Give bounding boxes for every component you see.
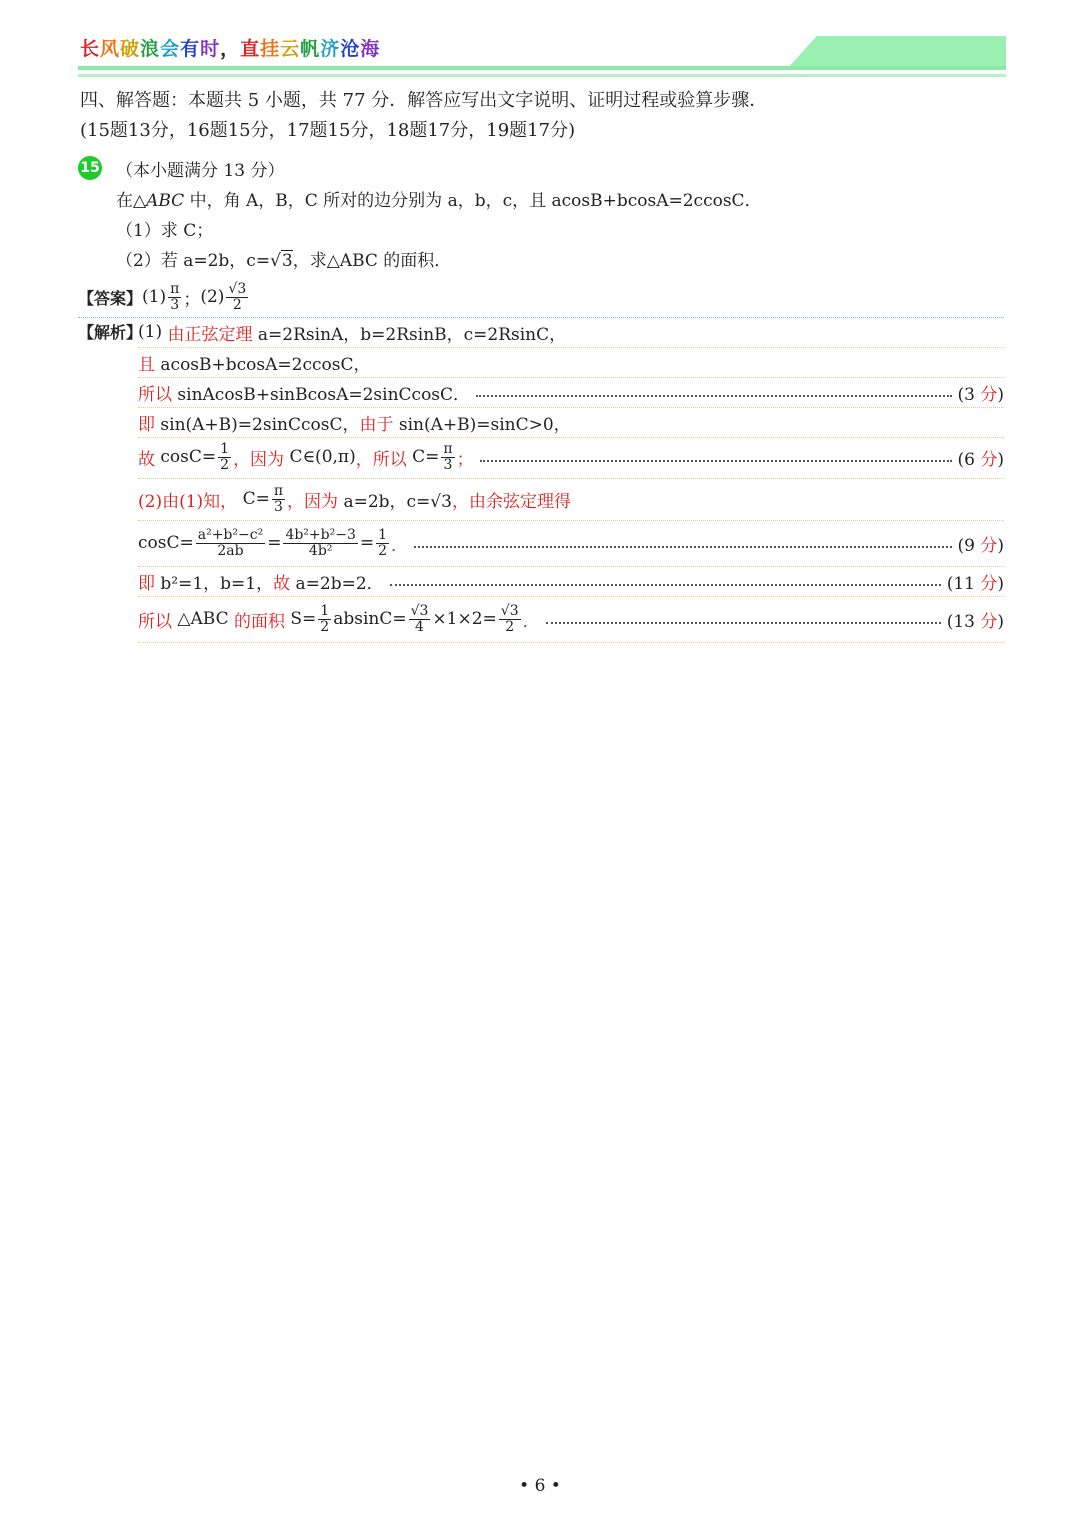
- fraction-denominator: 2ab: [217, 542, 244, 559]
- page-number: • 6 •: [519, 1476, 561, 1496]
- solution-line-2: [138, 347, 1004, 377]
- solution-text-red: ，因为: [233, 449, 285, 470]
- score-value: (3: [957, 384, 975, 405]
- score-leader-dots: [480, 460, 952, 462]
- solution-text-red: 所以: [138, 384, 172, 405]
- fraction-numerator: √3: [410, 602, 429, 619]
- fraction: [272, 484, 285, 515]
- header-tab-decoration: [786, 36, 1006, 70]
- solution-part1-label: (1): [138, 322, 163, 342]
- solution-formula: a=2b=2．: [295, 573, 384, 594]
- score-marker: [958, 531, 1005, 556]
- slogan-char: 沧: [340, 38, 361, 60]
- solution-line-4: [138, 407, 1004, 437]
- fraction-numerator: π: [443, 440, 453, 457]
- score-marker: [947, 607, 1004, 632]
- score-leader-dots: [476, 395, 951, 397]
- part2-text-rest: ，求△ABC 的面积．: [292, 251, 452, 271]
- solution-line-5: [138, 437, 1004, 477]
- fraction-numerator: 1: [378, 526, 388, 543]
- section-scores: (15题13分，16题15分，17题15分，18题17分，19题17分): [80, 120, 576, 141]
- fraction: [196, 528, 265, 559]
- slogan-char: 帆: [300, 38, 321, 60]
- question-part1: （1）求 C；: [116, 221, 214, 241]
- score-leader-dots: [414, 546, 951, 548]
- fraction: [218, 442, 231, 473]
- fraction: [499, 604, 521, 635]
- answer-part2-fraction: [226, 282, 248, 313]
- question-stem: [116, 186, 762, 211]
- stem-triangle: ABC: [146, 191, 185, 211]
- answer-label: 【答案】: [78, 288, 143, 308]
- solution-text-red: 故: [138, 449, 155, 470]
- solution-label: 【解析】: [78, 323, 143, 342]
- fraction-denominator: 3: [443, 456, 453, 473]
- score-close: ): [997, 611, 1004, 632]
- answer-part2-label: (2): [200, 287, 225, 307]
- header-rule-light: [78, 74, 1006, 77]
- solution-line-8: [138, 566, 1004, 596]
- solution-formula: sinAcosB+sinBcosA=2sinCcosC．: [177, 384, 471, 405]
- score-value: (9: [957, 535, 975, 556]
- solution-formula: sin(A+B)=2sinCcosC，: [160, 414, 360, 435]
- solution-text-red: 由于: [359, 414, 394, 435]
- fraction-denominator: 2: [232, 296, 242, 313]
- fraction-denominator: 4b²: [308, 542, 333, 559]
- stem-text-rest: 中，角 A，B，C 所对的边分别为 a，b，c，且 acosB+bcosA=2ccosC．: [184, 191, 762, 211]
- score-marker: [958, 445, 1005, 470]
- slogan-char: 海: [360, 38, 381, 60]
- solution-line-6: [138, 479, 1004, 519]
- fraction-denominator: 2: [320, 618, 330, 635]
- fraction-numerator: √3: [228, 280, 247, 297]
- part2-sqrt-value: 3: [281, 251, 293, 271]
- solution-formula: C=: [242, 489, 270, 509]
- solution-formula: cosC=: [138, 533, 194, 553]
- header-slogan: [80, 34, 380, 61]
- solution-formula: cosC=: [160, 447, 217, 467]
- line-divider: [138, 642, 1004, 643]
- equals-sign: =: [359, 533, 375, 553]
- fraction: [376, 528, 389, 559]
- solution-line-7: [138, 522, 1004, 564]
- question-full-marks: （本小题满分 13 分）: [116, 161, 285, 181]
- solution-formula: C=: [412, 447, 440, 467]
- fraction-denominator: 2: [220, 456, 230, 473]
- fraction: [441, 442, 454, 473]
- fraction-denominator: 4: [415, 618, 424, 635]
- solution-line-1: [138, 317, 1004, 347]
- question-part2: （2）若 a=2b，c=√3，求△ABC 的面积．: [116, 251, 452, 271]
- score-unit: 分: [980, 535, 998, 556]
- answer-part1-fraction: [168, 282, 181, 313]
- solution-text-red: (2)由(1)知，: [138, 491, 238, 512]
- answer-line: [78, 280, 250, 314]
- score-marker: [947, 569, 1004, 594]
- solution-text-red: 故: [273, 573, 291, 594]
- solution-text-red: ．: [522, 611, 540, 632]
- solution-formula: acosB+bcosA=2ccosC，: [160, 354, 371, 375]
- solution-formula: b²=1，b=1，: [160, 573, 274, 594]
- section-title: 四、解答题：本题共 5 小题，共 77 分．解答应写出文字说明、证明过程或验算步骤．: [80, 90, 768, 111]
- score-close: ): [997, 449, 1004, 470]
- solution-formula: C∈(0,π): [289, 447, 356, 467]
- solution-text-red: 即: [138, 573, 155, 594]
- slogan-char: 云: [280, 38, 301, 60]
- fraction-numerator: a²+b²−c²: [197, 526, 264, 543]
- solution-formula: △ABC: [177, 609, 229, 629]
- fraction: [409, 604, 431, 635]
- solution-line-9: [138, 598, 1004, 640]
- score-marker: [958, 380, 1005, 405]
- solution-line-3: [138, 377, 1004, 407]
- fraction-numerator: 4b²+b²−3: [285, 526, 356, 543]
- score-unit: 分: [980, 384, 998, 405]
- score-unit: 分: [980, 611, 998, 632]
- solution-formula: a=2RsinA，b=2RsinB，c=2RsinC，: [257, 324, 567, 345]
- header-rule: [78, 66, 1006, 70]
- question-number-badge: 15: [78, 156, 102, 180]
- solution-text-red: ，所以: [355, 449, 407, 470]
- fraction-denominator: 2: [505, 618, 515, 635]
- solution-text-red: ．: [391, 535, 409, 556]
- fraction-denominator: 3: [273, 498, 283, 515]
- solution-formula: a=2b，c=√3: [343, 491, 452, 512]
- slogan-char: 直: [240, 38, 261, 60]
- solution-text-red: ，因为: [287, 491, 339, 512]
- slogan-char: 会: [160, 38, 181, 60]
- solution-text-red: ，由余弦定理得: [451, 491, 571, 512]
- stem-text: 在△: [116, 191, 147, 211]
- solution-text-red: 由正弦定理: [167, 324, 253, 345]
- slogan-char: 时: [200, 38, 221, 60]
- solution-formula: sin(A+B)=sinC>0，: [398, 414, 571, 435]
- score-unit: 分: [980, 573, 998, 594]
- line-divider: [138, 596, 1004, 597]
- score-close: ): [997, 573, 1004, 594]
- fraction-denominator: 3: [170, 296, 180, 313]
- fraction-numerator: 1: [320, 602, 330, 619]
- fraction: [318, 604, 331, 635]
- score-close: ): [997, 535, 1004, 556]
- solution-text-red: 的面积: [233, 611, 285, 632]
- solution-formula: S=: [290, 609, 317, 629]
- slogan-char: ，: [220, 38, 241, 60]
- score-value: (6: [957, 449, 975, 470]
- slogan-char: 浪: [140, 38, 161, 60]
- fraction-numerator: π: [170, 280, 180, 297]
- fraction-numerator: √3: [500, 602, 519, 619]
- score-leader-dots: [546, 622, 941, 624]
- solution-formula: absinC=: [333, 609, 407, 629]
- fraction-denominator: 2: [378, 542, 388, 559]
- score-leader-dots: [390, 584, 941, 586]
- solution-formula: ×1×2=: [432, 609, 497, 629]
- solution-text-red: 即: [138, 414, 155, 435]
- solution-text-red: 所以: [138, 611, 172, 632]
- score-value: (13: [946, 611, 975, 632]
- line-divider: [138, 520, 1004, 521]
- solution-text-red: ；: [456, 449, 474, 470]
- slogan-char: 破: [120, 38, 141, 60]
- score-value: (11: [946, 573, 975, 594]
- solution-text-red: 且: [138, 354, 155, 375]
- score-unit: 分: [980, 449, 998, 470]
- answer-separator: ；: [183, 289, 201, 310]
- slogan-char: 挂: [260, 38, 281, 60]
- slogan-char: 济: [320, 38, 341, 60]
- part2-text: （2）若 a=2b，c=: [116, 251, 271, 271]
- fraction-numerator: π: [273, 482, 284, 499]
- slogan-char: 风: [100, 38, 121, 60]
- score-close: ): [997, 384, 1004, 405]
- answer-part1-label: (1): [142, 287, 167, 307]
- fraction-numerator: 1: [220, 440, 230, 457]
- fraction: [283, 528, 357, 559]
- equals-sign: =: [267, 533, 282, 553]
- slogan-char: 长: [80, 38, 101, 60]
- slogan-char: 有: [180, 38, 201, 60]
